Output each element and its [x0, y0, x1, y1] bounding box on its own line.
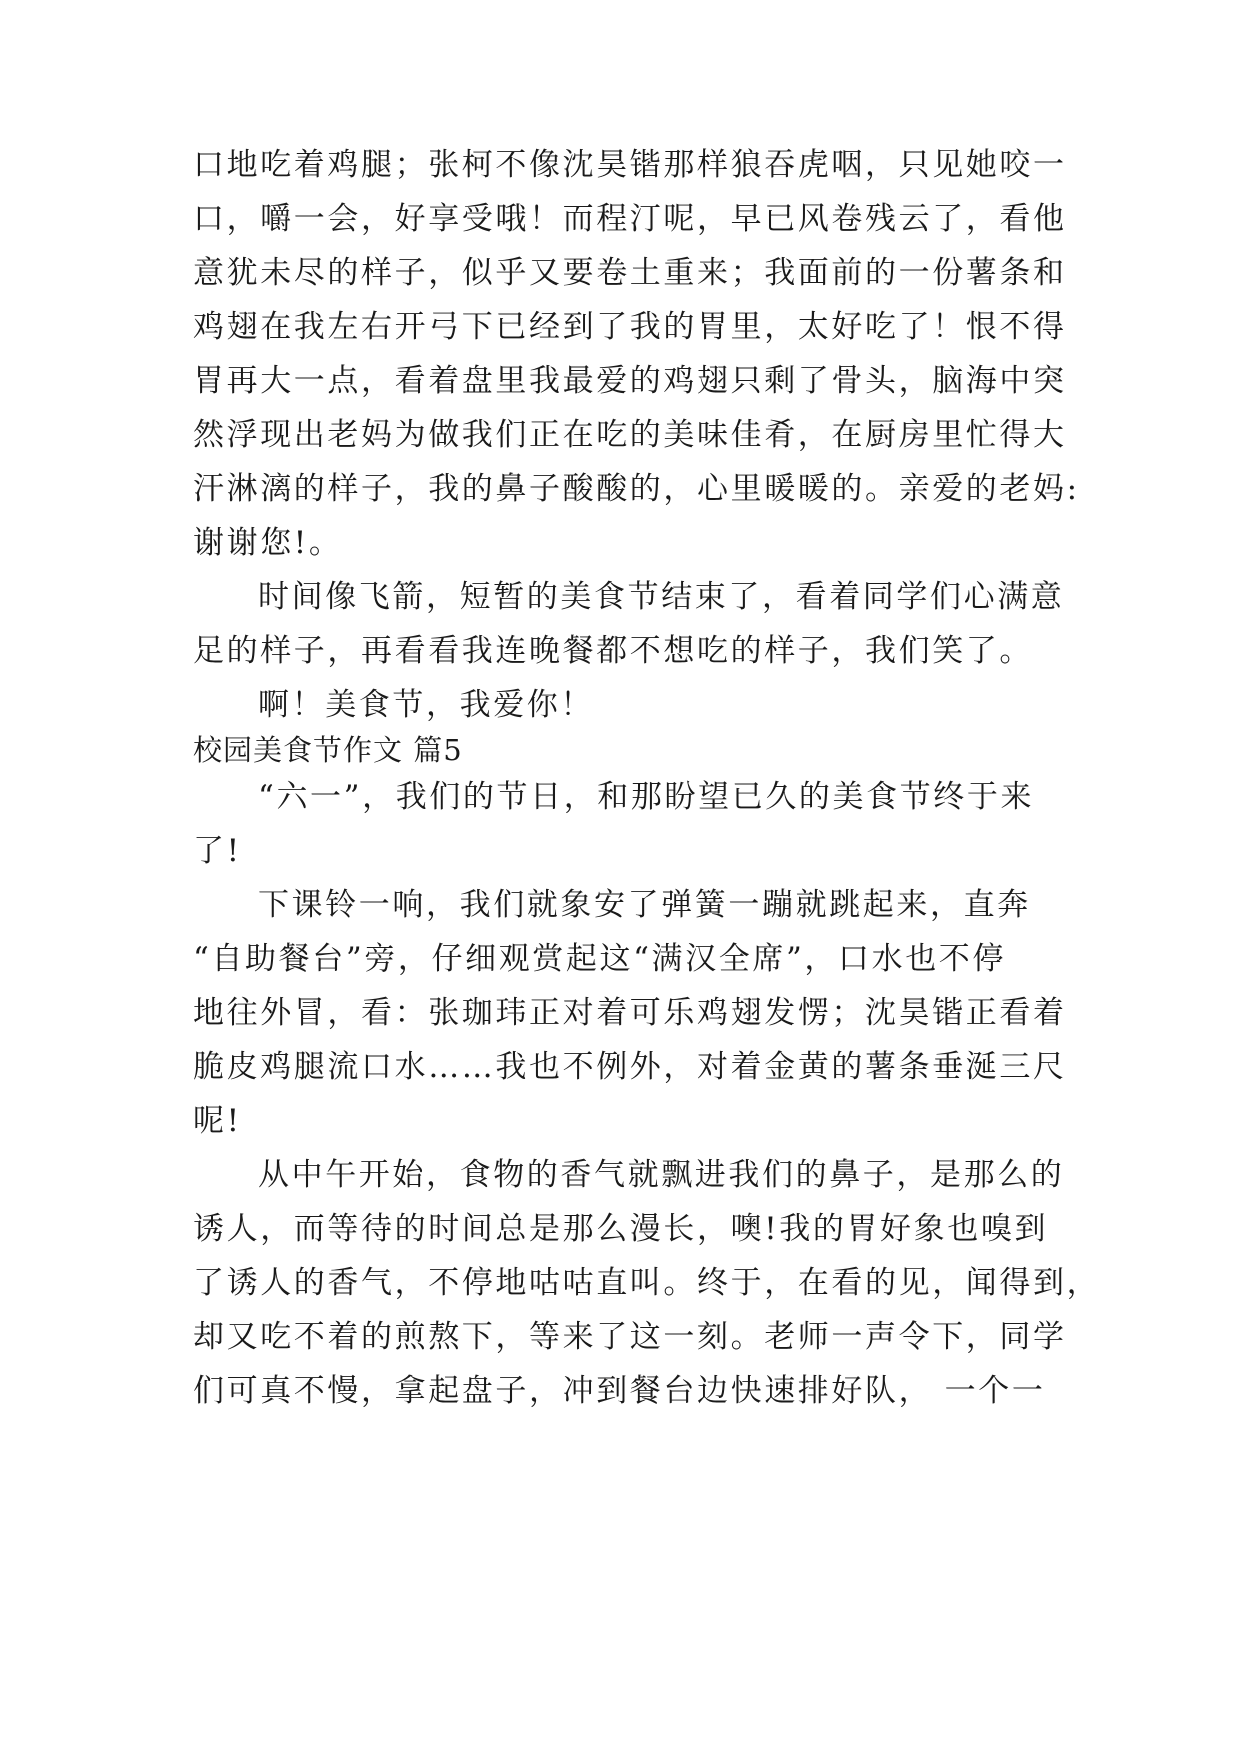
text-line: 汗淋漓的样子，我的鼻子酸酸的，心里暖暖的。亲爱的老妈:	[193, 471, 1080, 507]
text-line: 了!	[193, 833, 242, 869]
section-heading: 校园美食节作文 篇5	[193, 733, 463, 767]
text-line: 口，嚼一会，好享受哦！而程汀呢，早已风卷残云了，看他	[193, 201, 1067, 237]
text-line: 了诱人的香气，不停地咕咕直叫。终于，在看的见，闻得到，	[193, 1265, 1101, 1301]
text-line: 诱人，而等待的时间总是那么漫长，噢!我的胃好象也嗅到	[193, 1211, 1049, 1247]
text-line: 地往外冒，看：张珈玮正对着可乐鸡翅发愣；沈昊锴正看着	[193, 995, 1067, 1031]
text-line: 啊！美食节，我爱你！	[258, 687, 594, 723]
text-line: 口地吃着鸡腿；张柯不像沈昊锴那样狼吞虎咽，只见她咬一	[193, 147, 1067, 183]
text-line: 呢!	[193, 1103, 242, 1139]
text-line: 意犹未尽的样子，似乎又要卷土重来；我面前的一份薯条和	[193, 255, 1067, 291]
text-line: 足的样子，再看看我连晚餐都不想吃的样子，我们笑了。	[193, 633, 1033, 669]
text-line: 时间像飞箭，短暂的美食节结束了，看着同学们心满意	[258, 579, 1065, 615]
text-line: 下课铃一响，我们就象安了弹簧一蹦就跳起来，直奔	[258, 887, 1031, 923]
text-line: “自助餐台”旁，仔细观赏起这“满汉全席”，口水也不停	[193, 941, 1006, 977]
text-line: 从中午开始，食物的香气就飘进我们的鼻子，是那么的	[258, 1157, 1065, 1193]
text-line: 鸡翅在我左右开弓下已经到了我的胃里，太好吃了！恨不得	[193, 309, 1067, 345]
text-line: 却又吃不着的煎熬下，等来了这一刻。老师一声令下，同学	[193, 1319, 1067, 1355]
text-line: 胃再大一点，看着盘里我最爱的鸡翅只剩了骨头，脑海中突	[193, 363, 1067, 399]
text-line: 谢谢您!。	[193, 525, 343, 561]
text-line: 脆皮鸡腿流口水……我也不例外，对着金黄的薯条垂涎三尺	[193, 1049, 1067, 1085]
text-line: “六一”，我们的节日，和那盼望已久的美食节终于来	[258, 779, 1035, 815]
text-line: 们可真不慢，拿起盘子，冲到餐台边快速排好队， 一个一	[193, 1373, 1046, 1409]
text-line: 然浮现出老妈为做我们正在吃的美味佳肴，在厨房里忙得大	[193, 417, 1067, 453]
